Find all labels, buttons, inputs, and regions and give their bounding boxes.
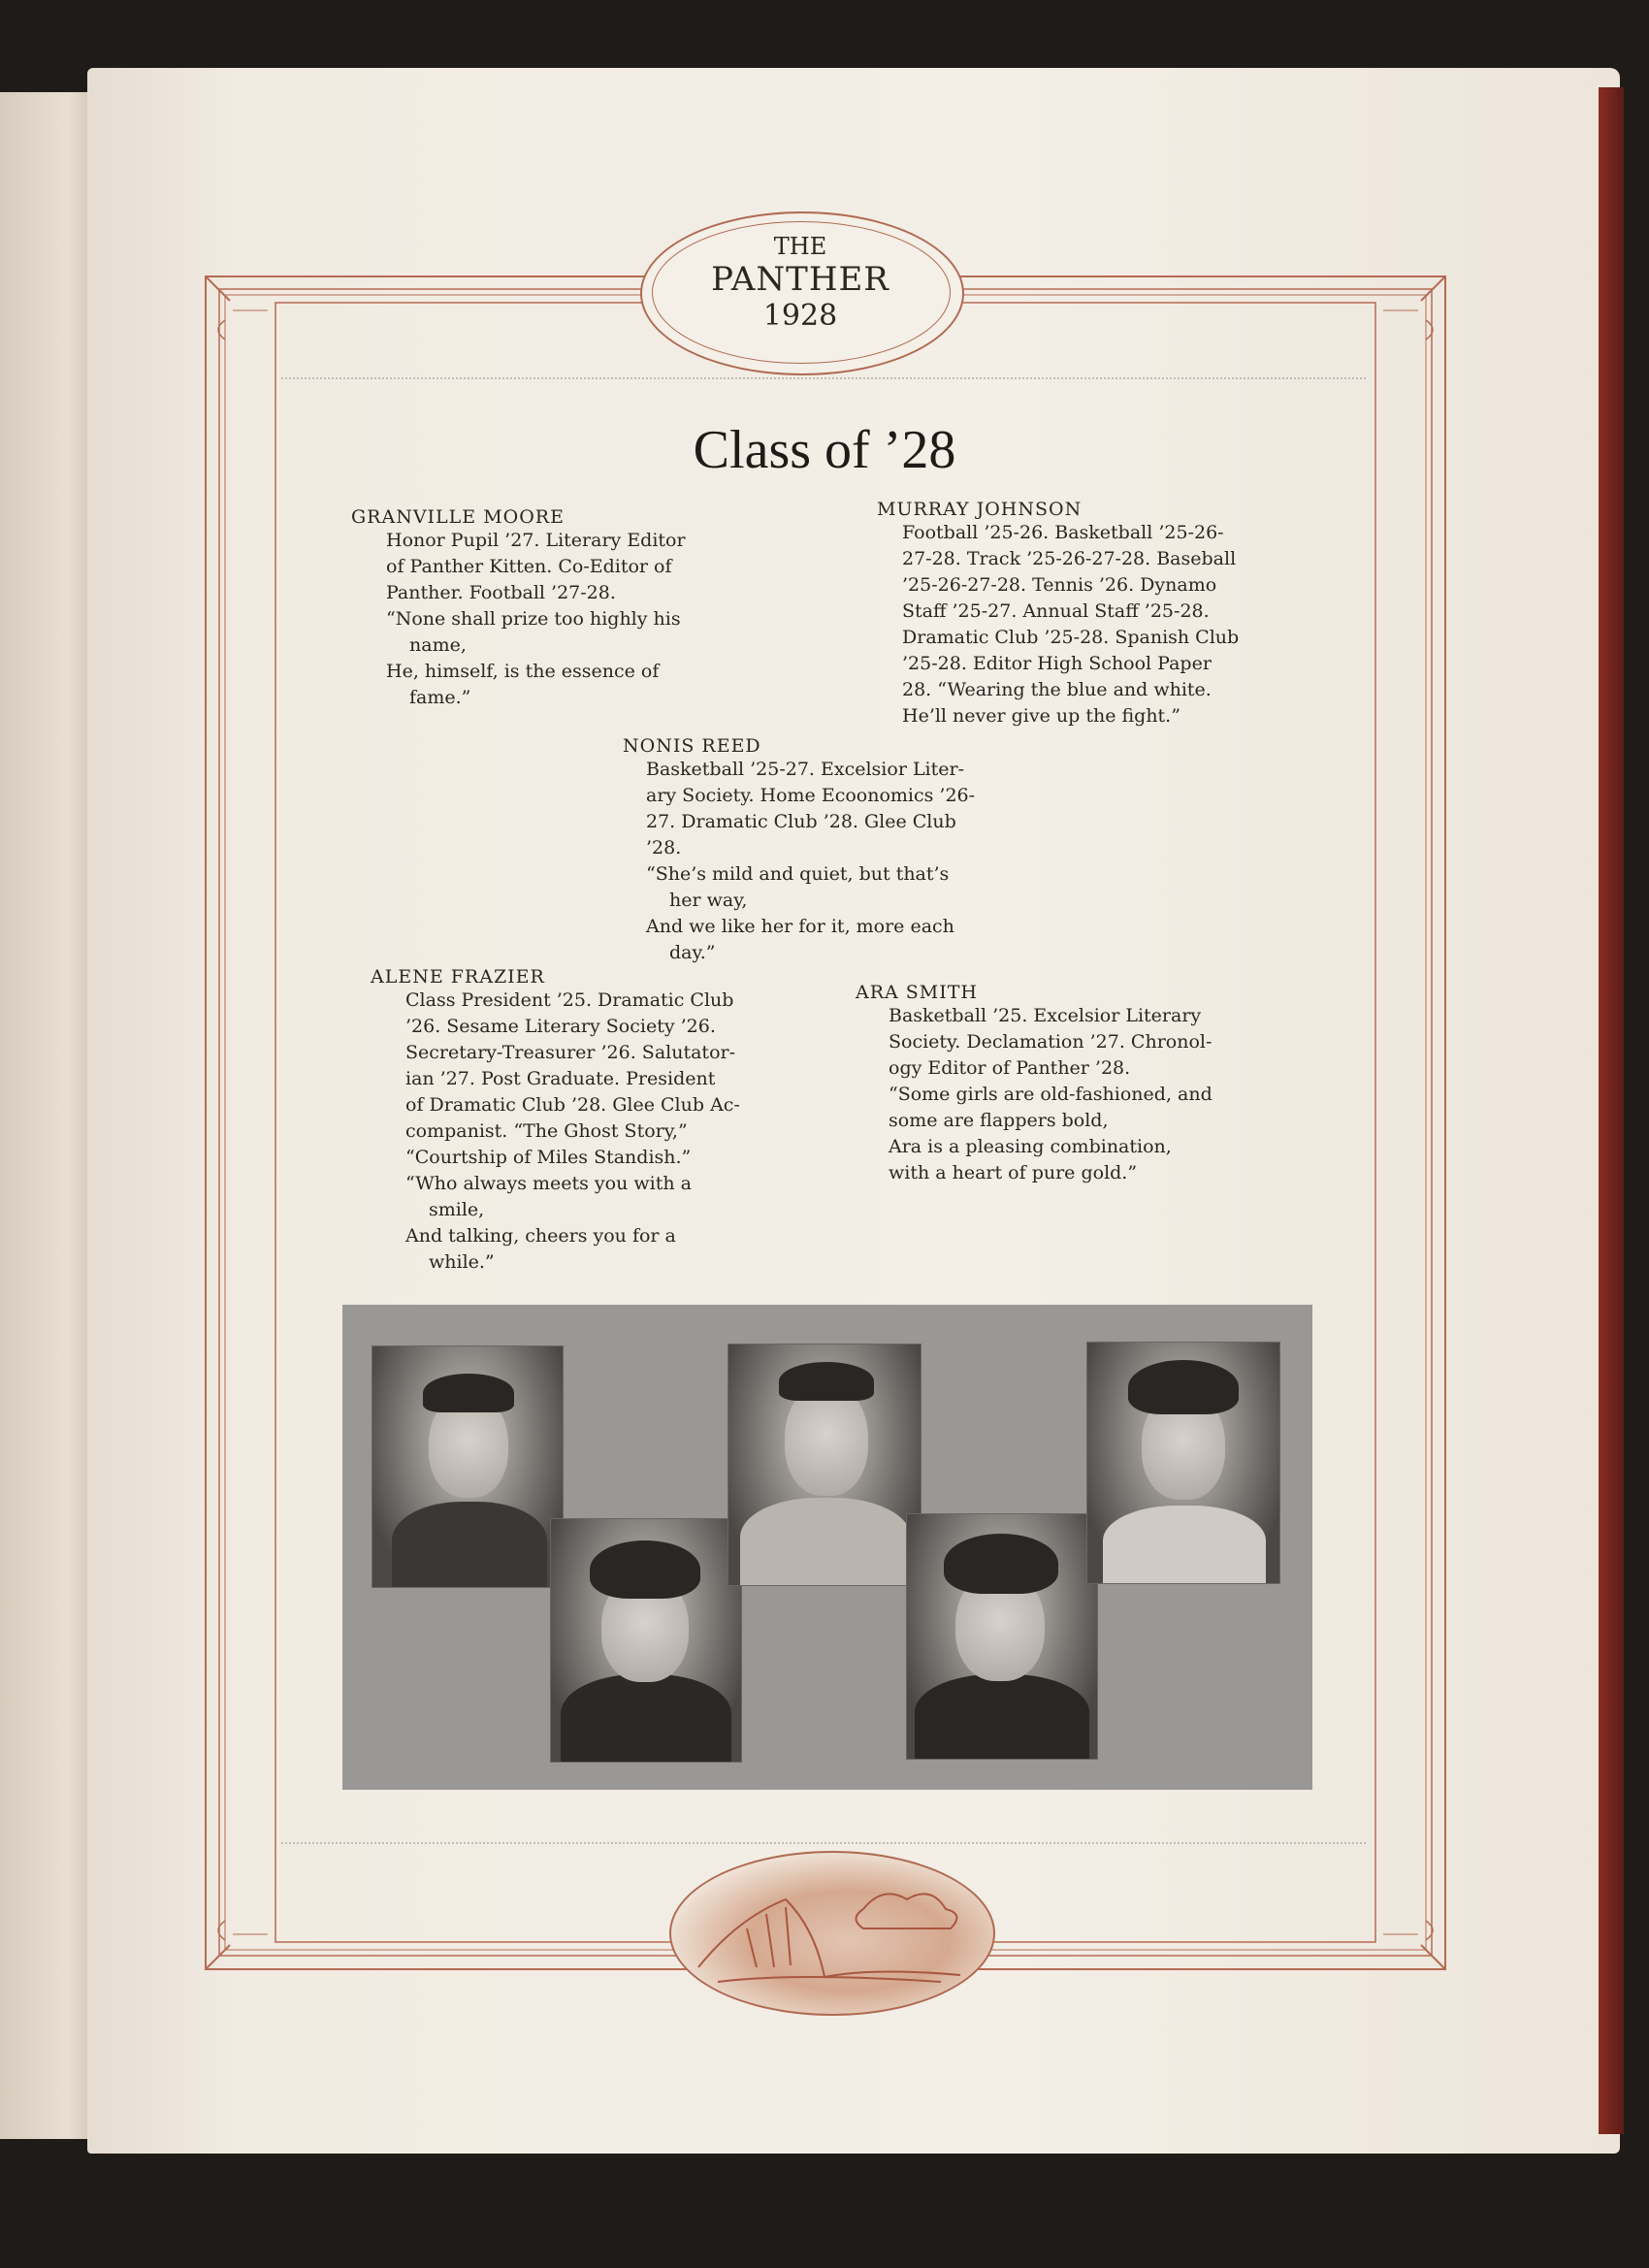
entry-line: He’ll never give up the fight.” (902, 705, 1180, 727)
senior-name: ARA SMITH (856, 982, 979, 1003)
entry-line: ’28. (646, 837, 682, 859)
entry-line: ian ’27. Post Graduate. President (405, 1068, 716, 1089)
entry-line: Football ’25-26. Basketball ’25-26- (902, 522, 1224, 543)
entry-line: while.” (429, 1251, 495, 1273)
entry-line: name, (409, 634, 467, 656)
entry-line: Class President ’25. Dramatic Club (405, 989, 734, 1011)
senior-name: GRANVILLE MOORE (351, 506, 565, 528)
portrait-photo (1086, 1342, 1280, 1584)
entry-line: He, himself, is the essence of (386, 661, 660, 682)
entry-line: Panther. Football ’27-28. (386, 582, 616, 603)
yearbook-title-name: PANTHER (711, 260, 889, 299)
senior-entry (856, 982, 1212, 1186)
entry-line: day.” (669, 942, 716, 963)
entry-line: with a heart of pure gold.” (889, 1162, 1138, 1183)
entry-line: ogy Editor of Panther ’28. (889, 1057, 1131, 1079)
portrait-photo (728, 1344, 922, 1586)
entry-line: Basketball ’25-27. Excelsior Liter- (646, 759, 965, 780)
yearbook-title-year: 1928 (762, 299, 838, 333)
entry-line: of Panther Kitten. Co-Editor of (386, 556, 672, 577)
senior-entry (371, 966, 740, 1276)
entry-line: Ara is a pleasing combination, (889, 1136, 1172, 1157)
entry-line: ary Society. Home Ecoonomics ’26- (646, 785, 976, 806)
entry-line: ’25-26-27-28. Tennis ’26. Dynamo (902, 574, 1217, 596)
entry-line: 27. Dramatic Club ’28. Glee Club (646, 811, 956, 832)
entry-line: Honor Pupil ’27. Literary Editor (386, 530, 686, 551)
entry-line: “Courtship of Miles Standish.” (405, 1147, 692, 1168)
entry-line: Basketball ’25. Excelsior Literary (889, 1005, 1202, 1026)
entry-line: Staff ’25-27. Annual Staff ’25-28. (902, 600, 1210, 622)
entry-line: smile, (429, 1199, 485, 1220)
portrait-photo (550, 1518, 742, 1763)
entry-line: Society. Declamation ’27. Chronol- (889, 1031, 1212, 1053)
senior-entry (877, 499, 1239, 729)
portrait-photo (906, 1513, 1098, 1760)
senior-entry (351, 506, 686, 711)
entry-line: “Some girls are old-fashioned, and (889, 1084, 1212, 1105)
portrait-photo (372, 1345, 564, 1588)
landscape-illustration (679, 1861, 982, 2002)
entry-line: of Dramatic Club ’28. Glee Club Ac- (405, 1094, 740, 1116)
page-title: Class of ’28 (693, 420, 956, 480)
entry-line: her way, (669, 890, 748, 911)
yearbook-title-the: THE (773, 233, 827, 260)
entry-line: 28. “Wearing the blue and white. (902, 679, 1212, 700)
entry-line: ’26. Sesame Literary Society ’26. (405, 1016, 716, 1037)
entry-line: ’25-28. Editor High School Paper (902, 653, 1212, 674)
senior-name: NONIS REED (623, 735, 761, 757)
entry-line: Secretary-Treasurer ’26. Salutator- (405, 1042, 736, 1063)
entry-line: companist. “The Ghost Story,” (405, 1120, 688, 1142)
entry-line: fame.” (409, 687, 471, 708)
entry-line: And talking, cheers you for a (405, 1225, 676, 1247)
senior-name: ALENE FRAZIER (371, 966, 545, 988)
entry-line: And we like her for it, more each (646, 916, 954, 937)
senior-entry (623, 735, 975, 966)
senior-name: MURRAY JOHNSON (877, 499, 1083, 520)
entry-line: 27-28. Track ’25-26-27-28. Baseball (902, 548, 1237, 569)
entry-line: “She’s mild and quiet, but that’s (646, 863, 950, 885)
entry-line: Dramatic Club ’25-28. Spanish Club (902, 627, 1240, 648)
entry-line: some are flappers bold, (889, 1110, 1109, 1131)
entry-line: “Who always meets you with a (405, 1173, 692, 1194)
entry-line: “None shall prize too highly his (386, 608, 681, 630)
